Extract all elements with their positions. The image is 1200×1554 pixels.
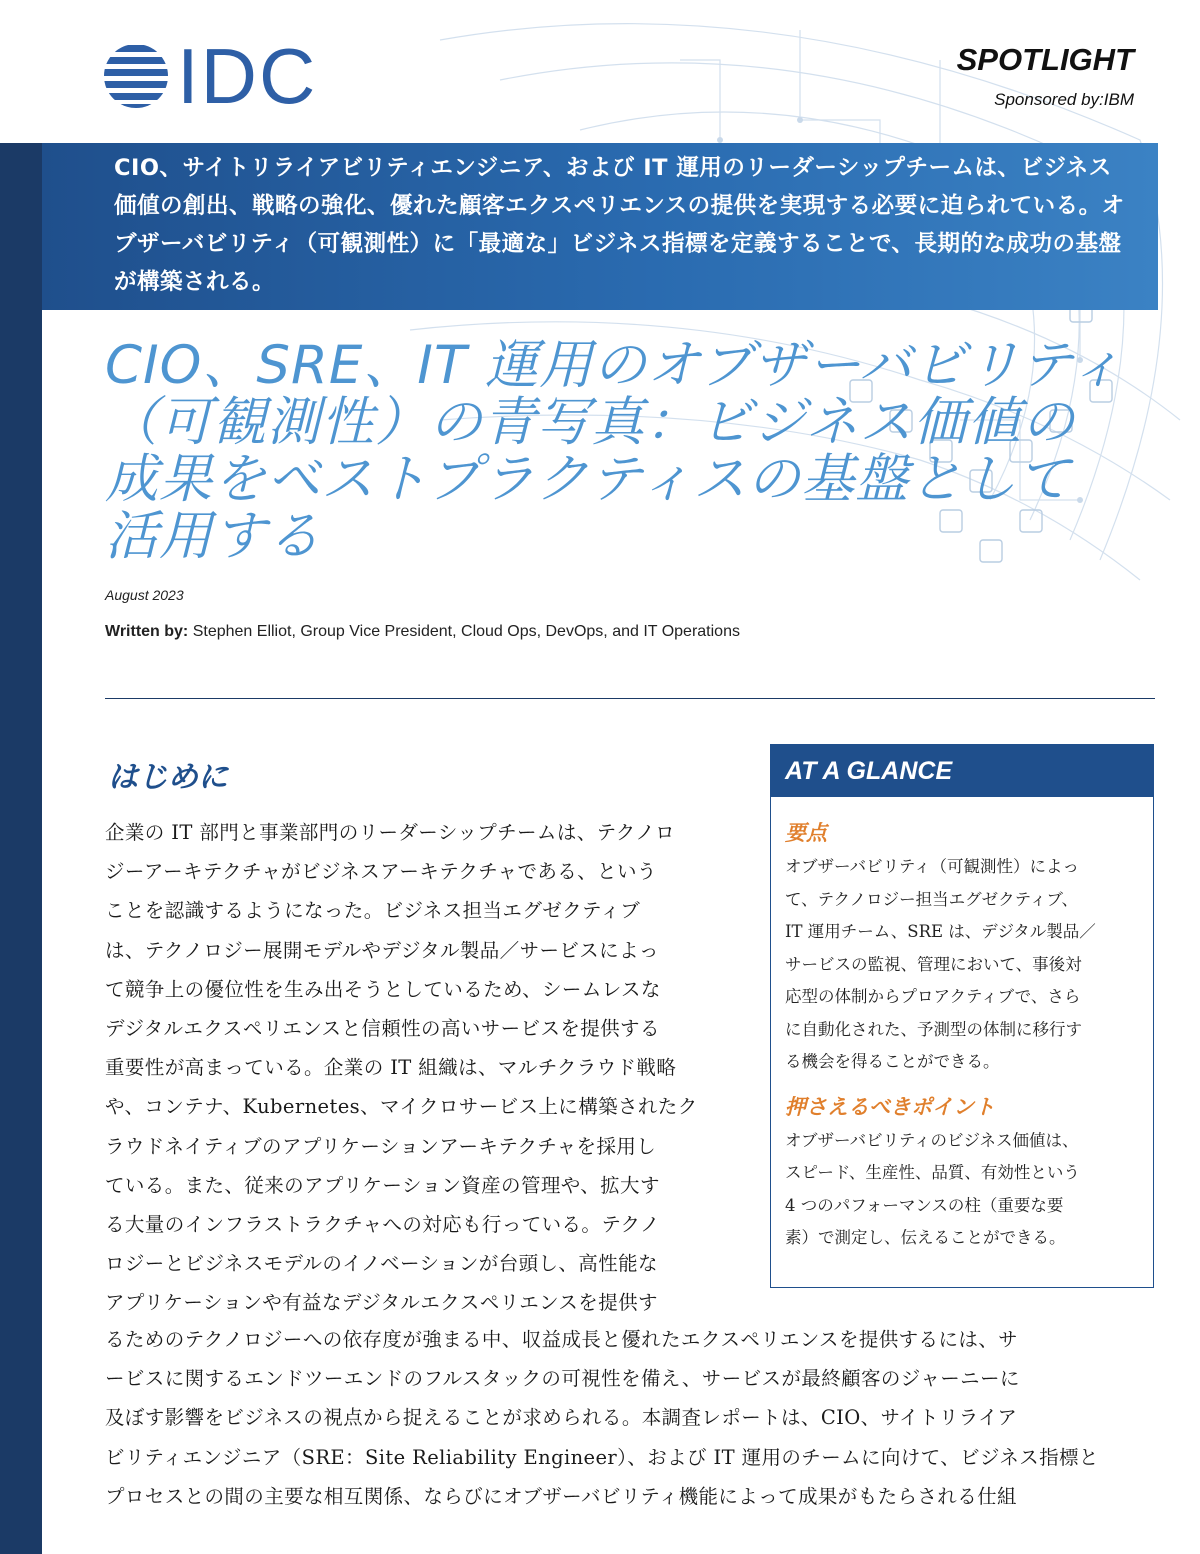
idc-globe-icon <box>103 43 169 109</box>
glance-subheading-takeaways: 押さえるべきポイント <box>785 1094 995 1119</box>
body-line: ロジーとビジネスモデルのイノベーションが台頭し、高性能な <box>105 1252 658 1276</box>
idc-logo <box>103 32 318 120</box>
body-line: アプリケーションや有益なデジタルエクスペリエンスを提供す <box>105 1291 658 1315</box>
glance-line: スピード、生産性、品質、有効性という <box>785 1163 1080 1182</box>
sponsor-label: Sponsored by:IBM <box>994 90 1134 109</box>
body-line: 企業の IT 部門と事業部門のリーダーシップチームは、テクノロ <box>105 821 676 844</box>
body-line: や、コンテナ、Kubernetes、マイクロサービス上に構築されたク <box>105 1095 698 1119</box>
divider <box>105 698 1155 699</box>
summary-banner <box>42 143 1158 310</box>
body-line: るためのテクノロジーへの依存度が強まる中、収益成長と優れたエクスペリエンスを提供するには、サ <box>105 1328 1019 1351</box>
glance-line: オブザーバビリティ（可観測性）によっ <box>785 857 1080 876</box>
glance-line: て、テクノロジー担当エグゼクティブ、 <box>785 889 1079 909</box>
title-line: 成果をベストプラクティスの基盤として <box>105 451 1072 508</box>
body-line: て競争上の優位性を生み出そうとしているため、シームレスな <box>105 977 661 1001</box>
publish-date: August 2023 <box>105 587 184 603</box>
glance-line: 4 つのパフォーマンスの柱（重要な要 <box>785 1195 1064 1215</box>
body-line: は、テクノロジー展開モデルやデジタル製品／サービスによっ <box>105 938 659 962</box>
left-accent-bar <box>0 143 42 1554</box>
glance-line: オブザーバビリティのビジネス価値は、 <box>785 1130 1079 1150</box>
body-line: 及ぼす影響をビジネスの視点から捉えることが求められる。本調査レポートは、CIO、サイトリライア <box>105 1406 1018 1430</box>
glance-line: る機会を得ることができる。 <box>785 1052 1000 1071</box>
glance-line: IT 運用チーム、SRE は、デジタル製品／ <box>785 922 1096 941</box>
glance-line: に自動化された、予測型の体制に移行す <box>785 1019 1082 1039</box>
glance-subheading-key-points: 要点 <box>785 821 827 845</box>
byline <box>105 623 740 641</box>
body-line: ている。また、従来のアプリケーション資産の管理や、拡大す <box>105 1173 660 1197</box>
glance-line: 応型の体制からプロアクティブで、さら <box>785 987 1081 1006</box>
title-line: （可観測性）の青写真：ビジネス価値の <box>105 394 1076 451</box>
body-line: 重要性が高まっている。企業の IT 組織は、マルチクラウド戦略 <box>105 1056 677 1080</box>
body-line: る大量のインフラストラクチャへの対応も行っている。テクノ <box>105 1213 660 1237</box>
title-line: CIO、SRE、IT 運用のオブザーバビリティ <box>105 337 1124 394</box>
section-heading: はじめに <box>108 760 228 795</box>
body-line: ことを認識するようになった。ビジネス担当エグゼクティブ <box>105 899 641 923</box>
byline-label: Written by: <box>105 623 189 640</box>
at-a-glance-box <box>770 744 1154 1288</box>
body-line: デジタルエクスペリエンスと信頼性の高いサービスを提供する <box>105 1017 660 1041</box>
title-line: 活用する <box>105 508 321 565</box>
body-line: プロセスとの間の主要な相互関係、ならびにオブザーバビリティ機能によって成果がもたらされる仕組 <box>105 1484 1017 1508</box>
body-line: ービスに関するエンドツーエンドのフルスタックの可視性を備え、サービスが最終顧客のジャーニーに <box>105 1367 1020 1391</box>
spotlight-label: SPOTLIGHT <box>956 42 1134 77</box>
banner-text: CIO、サイトリライアビリティエンジニア、および IT 運用のリーダーシップチームは、ビジネス価値の創出、戦略の強化、優れた顧客エクスペリエンスの提供を実現する必要に迫られている。オブザーバビリティ（可観測性）に「最適な」ビジネス指標を定義することで、長期的な成功の基盤が構築される。 <box>114 155 1125 295</box>
glance-line: サービスの監視、管理において、事後対 <box>785 954 1082 974</box>
intro-paragraph-column <box>105 813 743 1323</box>
glance-body-key-points <box>785 851 1139 1079</box>
glance-heading: AT A GLANCE <box>771 745 1153 797</box>
body-line: ラウドネイティブのアプリケーションアーキテクチャを採用し <box>105 1134 657 1158</box>
logo-wordmark: IDC <box>177 32 318 120</box>
glance-body-takeaways <box>785 1125 1139 1255</box>
body-line: ビリティエンジニア（SRE：Site Reliability Engineer）、および IT 運用のチームに向けて、ビジネス指標と <box>105 1445 1099 1469</box>
document-title <box>105 337 1155 565</box>
body-line: ジーアーキテクチャがビジネスアーキテクチャである、という <box>105 860 657 884</box>
byline-author: Stephen Elliot, Group Vice President, Cloud Ops, DevOps, and IT Operations <box>188 623 740 640</box>
glance-line: 素）で測定し、伝えることができる。 <box>785 1228 1066 1247</box>
intro-paragraph-full <box>105 1320 1155 1516</box>
